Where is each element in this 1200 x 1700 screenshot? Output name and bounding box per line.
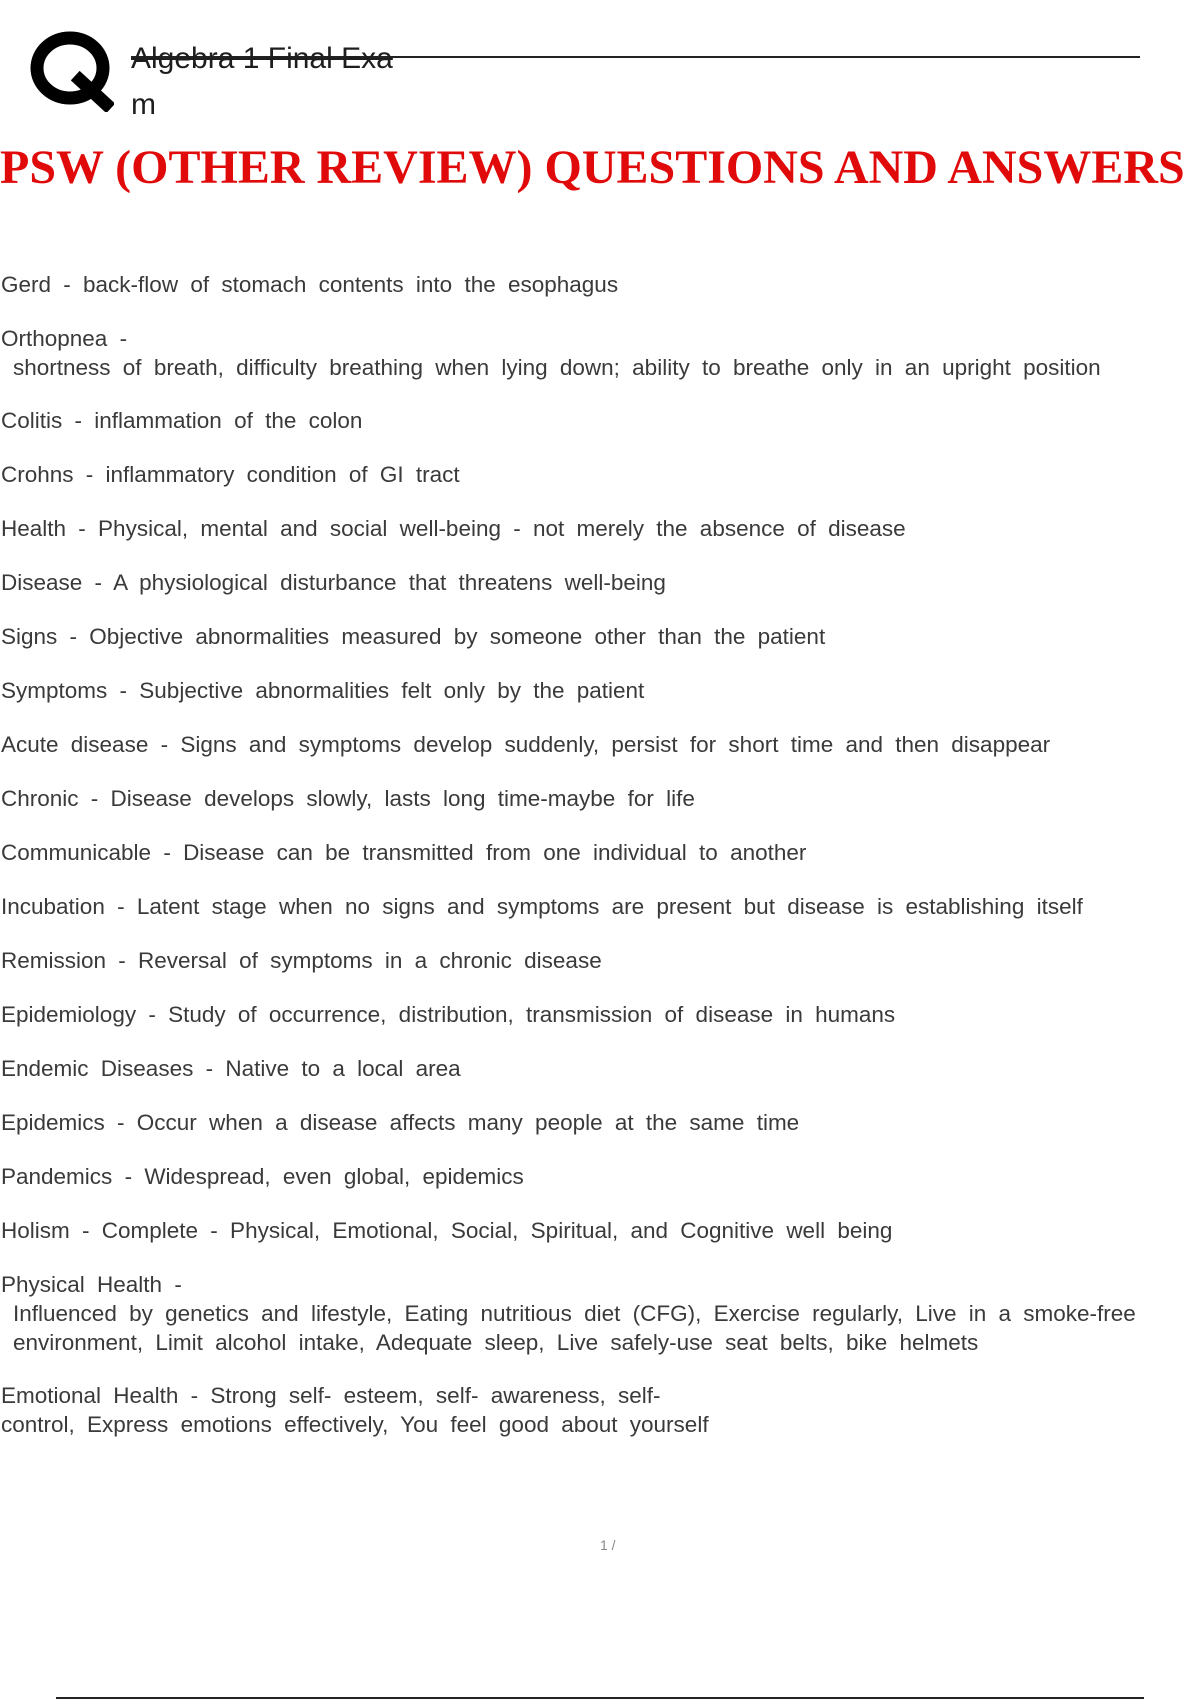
qa-term: Remission	[1, 948, 107, 973]
qa-definition: inflammation of the colon	[94, 408, 363, 433]
qa-separator: -	[106, 948, 139, 973]
qa-term: Physical Health	[1, 1272, 163, 1297]
qa-term: Holism	[1, 1218, 70, 1243]
qa-separator: -	[148, 732, 181, 757]
qa-term: Symptoms	[1, 678, 108, 703]
qa-definition: Disease develops slowly, lasts long time-maybe for life	[110, 786, 695, 811]
q-logo-icon	[30, 28, 114, 112]
qa-entry	[1, 1216, 1186, 1245]
qa-term: Disease	[1, 570, 83, 595]
qa-entry	[1, 730, 1186, 759]
qa-definition: Reversal of symptoms in a chronic disease	[138, 948, 602, 973]
qa-entry	[1, 622, 1186, 651]
qa-separator: -	[178, 1383, 211, 1408]
qa-separator: -	[193, 1056, 226, 1081]
qa-term: Incubation	[1, 894, 105, 919]
qa-definition: inflammatory condition of GI tract	[105, 462, 460, 487]
qa-separator: -	[73, 462, 106, 487]
qa-definition: Physical, mental and social well-being - not merely the absence of disease	[98, 516, 906, 541]
qa-entry	[1, 568, 1186, 597]
qa-definition: Objective abnormalities measured by someone other than the patient	[89, 624, 826, 649]
document-title-line1: Algebra 1 Final Exa	[131, 42, 393, 75]
page-number: 1 /	[600, 1537, 616, 1553]
qa-definition: Study of occurrence, distribution, transmission of disease in humans	[168, 1002, 896, 1027]
qa-separator: -	[112, 1164, 145, 1189]
footer-rule	[56, 1697, 1144, 1699]
qa-term: Epidemics	[1, 1110, 105, 1135]
qa-term: Communicable	[1, 840, 152, 865]
qa-term: Pandemics	[1, 1164, 113, 1189]
qa-term: Gerd	[1, 272, 52, 297]
qa-entry	[1, 324, 1186, 382]
qa-separator: -	[107, 326, 128, 351]
qa-term: Acute disease	[1, 732, 149, 757]
qa-definition: Strong self- esteem, self- awareness, self-control, Express emotions effectively, You feel good about yourself	[1, 1383, 709, 1437]
qa-definition: Widespread, even global, epidemics	[144, 1164, 524, 1189]
qa-definition: Disease can be transmitted from one individual to another	[183, 840, 807, 865]
qa-definition: back-flow of stomach contents into the esophagus	[83, 272, 619, 297]
qa-term: Epidemiology	[1, 1002, 137, 1027]
qa-separator: -	[151, 840, 184, 865]
qa-definition: shortness of breath, difficulty breathing when lying down; ability to breathe only in an upright position	[13, 355, 1101, 380]
qa-entry	[1, 1000, 1186, 1029]
qa-definition: Signs and symptoms develop suddenly, persist for short time and then disappear	[180, 732, 1051, 757]
qa-entry	[1, 270, 1186, 299]
qa-separator: -	[51, 272, 84, 297]
qa-definition: Subjective abnormalities felt only by the patient	[139, 678, 645, 703]
qa-definition: Influenced by genetics and lifestyle, Eating nutritious diet (CFG), Exercise regularly, Live in a smoke-free environment, Limit alcohol intake, Adequate sleep, Live safely-use seat belts, bike helmets	[13, 1301, 1149, 1355]
qa-definition: Native to a local area	[225, 1056, 461, 1081]
qa-definition: Complete - Physical, Emotional, Social, Spiritual, and Cognitive well being	[101, 1218, 893, 1243]
qa-definition: Occur when a disease affects many people at the same time	[136, 1110, 800, 1135]
qa-list	[1, 270, 1186, 1464]
qa-separator: -	[78, 786, 111, 811]
qa-separator: -	[104, 894, 137, 919]
qa-entry	[1, 1108, 1186, 1137]
qa-entry	[1, 1054, 1186, 1083]
qa-entry	[1, 784, 1186, 813]
qa-entry	[1, 1162, 1186, 1191]
qa-separator: -	[107, 678, 140, 703]
qa-separator: -	[66, 516, 99, 541]
qa-entry	[1, 892, 1186, 921]
qa-separator: -	[136, 1002, 169, 1027]
qa-term: Signs	[1, 624, 58, 649]
qa-separator: -	[162, 1272, 182, 1297]
qa-entry	[1, 1270, 1186, 1357]
page-heading: PSW (OTHER REVIEW) QUESTIONS AND ANSWERS	[0, 141, 1185, 194]
qa-term: Crohns	[1, 462, 74, 487]
qa-term: Endemic Diseases	[1, 1056, 194, 1081]
qa-entry	[1, 1381, 721, 1439]
qa-entry	[1, 460, 1186, 489]
qa-term: Emotional Health	[1, 1383, 179, 1408]
qa-term: Colitis	[1, 408, 63, 433]
qa-separator: -	[82, 570, 114, 595]
qa-term: Health	[1, 516, 67, 541]
qa-term: Chronic	[1, 786, 79, 811]
qa-entry	[1, 406, 1186, 435]
qa-definition: Latent stage when no signs and symptoms are present but disease is establishing itself	[136, 894, 1083, 919]
qa-entry	[1, 838, 1186, 867]
document-title-line2: m	[131, 88, 156, 121]
qa-term: Orthopnea	[1, 326, 108, 351]
qa-entry	[1, 676, 1186, 705]
document-title[interactable]	[131, 36, 471, 128]
qa-separator: -	[69, 1218, 102, 1243]
qa-definition: A physiological disturbance that threatens well-being	[113, 570, 666, 595]
qa-separator: -	[62, 408, 95, 433]
qa-entry	[1, 946, 1186, 975]
qa-separator: -	[57, 624, 90, 649]
qa-separator: -	[104, 1110, 137, 1135]
qa-entry	[1, 514, 1186, 543]
